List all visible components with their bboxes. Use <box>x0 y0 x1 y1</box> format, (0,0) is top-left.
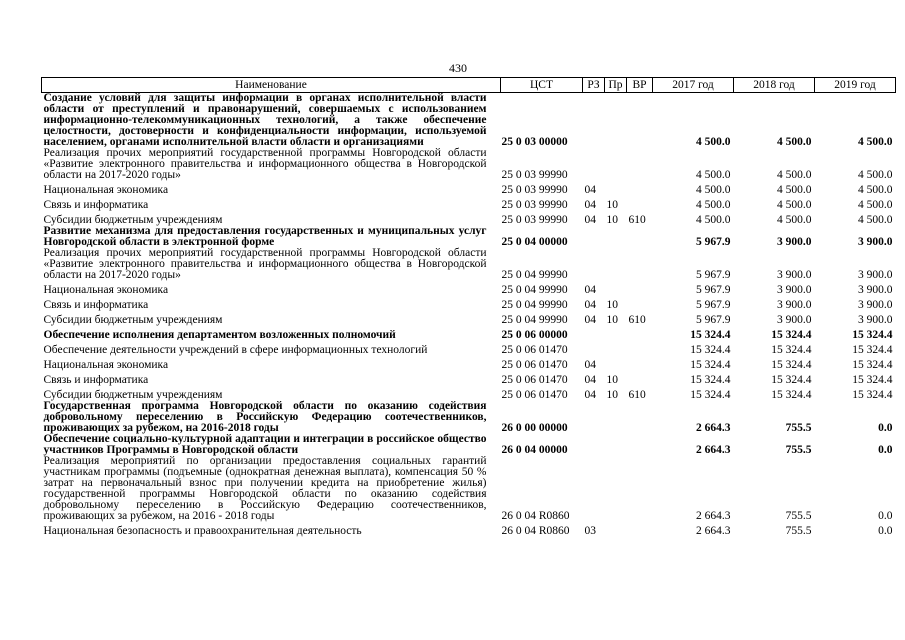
row-name: Национальная безопасность и правоохранительная деятельность <box>43 525 362 537</box>
row-2019: 15 324.4 <box>852 359 893 371</box>
table-row <box>42 248 896 281</box>
row-2019: 3 900.0 <box>858 269 893 281</box>
row-2018: 15 324.4 <box>771 359 812 371</box>
row-name: Связь и информатика <box>43 374 149 386</box>
row-2019: 4 500.0 <box>858 136 893 148</box>
row-2017: 15 324.4 <box>690 344 731 356</box>
row-2018: 755.5 <box>785 525 812 537</box>
row-name: Обеспечение деятельности учреждений в сфере информационных технологий <box>43 344 428 356</box>
row-2017: 5 967.9 <box>696 236 731 248</box>
table-row <box>42 371 896 386</box>
row-pr <box>605 226 627 248</box>
row-2017: 5 967.9 <box>696 314 731 326</box>
budget-table <box>41 77 896 537</box>
row-vr <box>627 296 653 311</box>
row-cst: 25 0 06 01470 <box>501 389 568 401</box>
row-name: Субсидии бюджетным учреждениям <box>43 314 223 326</box>
row-vr <box>627 401 653 434</box>
row-rz <box>583 401 605 434</box>
row-vr: 610 <box>628 389 646 401</box>
row-rz <box>583 248 605 281</box>
row-name: Реализация прочих мероприятий государственной программы Новгородской области «Развитие электронного правительства и информационного общества в Новгородской области на 2017-2020 годы» <box>43 247 487 281</box>
row-rz <box>583 341 605 356</box>
header-name: Наименование <box>42 78 501 93</box>
row-2018: 15 324.4 <box>771 344 812 356</box>
row-cst: 25 0 03 00000 <box>501 136 568 148</box>
row-2018: 4 500.0 <box>777 136 812 148</box>
table-row <box>42 181 896 196</box>
row-2018: 755.5 <box>785 444 812 456</box>
row-rz: 04 <box>584 314 596 326</box>
header-2017: 2017 год <box>653 78 734 93</box>
row-2019: 4 500.0 <box>858 169 893 181</box>
table-row <box>42 296 896 311</box>
row-rz: 04 <box>584 299 596 311</box>
row-rz <box>583 226 605 248</box>
table-row <box>42 196 896 211</box>
page-number: 430 <box>449 61 467 75</box>
row-pr <box>605 456 627 522</box>
row-2018: 3 900.0 <box>777 299 812 311</box>
row-vr <box>627 371 653 386</box>
row-2019: 3 900.0 <box>858 314 893 326</box>
row-2018: 4 500.0 <box>777 214 812 226</box>
row-name: Субсидии бюджетным учреждениям <box>43 214 223 226</box>
row-2019: 4 500.0 <box>858 184 893 196</box>
row-rz: 04 <box>584 214 596 226</box>
header-vr: ВР <box>627 78 653 93</box>
row-2019: 15 324.4 <box>852 389 893 401</box>
row-pr: 10 <box>606 314 618 326</box>
table-row <box>42 211 896 226</box>
table-row <box>42 386 896 401</box>
row-pr: 10 <box>606 214 618 226</box>
header-cst: ЦСТ <box>501 78 583 93</box>
row-2018: 4 500.0 <box>777 199 812 211</box>
row-2019: 3 900.0 <box>858 284 893 296</box>
row-name: Создание условий для защиты информации в органах исполнительной власти области от преступлений и правонарушений, совершаемых с использованием информационно-телекоммуникационных технологий, а также обеспечение целостности, достоверности и конфиденциальности информации, используемой населением, органами исполнительной власти области и организациями <box>43 92 487 148</box>
row-cst: 25 0 06 01470 <box>501 374 568 386</box>
row-2017: 15 324.4 <box>690 389 731 401</box>
row-vr <box>627 181 653 196</box>
row-cst: 25 0 03 99990 <box>501 169 568 181</box>
row-rz: 04 <box>584 359 596 371</box>
row-2018: 4 500.0 <box>777 169 812 181</box>
row-name: Связь и информатика <box>43 299 149 311</box>
row-vr <box>627 248 653 281</box>
row-2019: 0.0 <box>878 510 893 522</box>
row-pr <box>605 93 627 149</box>
row-vr <box>627 196 653 211</box>
row-cst: 25 0 06 01470 <box>501 344 568 356</box>
row-rz: 04 <box>584 184 596 196</box>
row-cst: 25 0 03 99990 <box>501 184 568 196</box>
row-cst: 25 0 04 99990 <box>501 314 568 326</box>
row-2018: 15 324.4 <box>771 374 812 386</box>
row-2019: 0.0 <box>878 422 893 434</box>
row-name: Субсидии бюджетным учреждениям <box>43 389 223 401</box>
table-row <box>42 148 896 181</box>
row-pr: 10 <box>606 299 618 311</box>
table-row <box>42 356 896 371</box>
table-row <box>42 226 896 248</box>
row-2018: 755.5 <box>785 510 812 522</box>
header-2018: 2018 год <box>734 78 815 93</box>
row-vr: 610 <box>628 314 646 326</box>
row-2018: 755.5 <box>785 422 812 434</box>
row-2018: 3 900.0 <box>777 314 812 326</box>
row-2017: 2 664.3 <box>696 422 731 434</box>
row-pr <box>605 401 627 434</box>
table-row <box>42 522 896 537</box>
row-vr <box>627 226 653 248</box>
row-cst: 25 0 03 99990 <box>501 199 568 211</box>
row-2017: 5 967.9 <box>696 284 731 296</box>
row-rz <box>583 93 605 149</box>
row-2019: 3 900.0 <box>858 236 893 248</box>
row-name: Реализация прочих мероприятий государственной программы Новгородской области «Развитие электронного правительства и информационного общества в Новгородской области на 2017-2020 годы» <box>43 147 487 181</box>
header-rz: РЗ <box>583 78 605 93</box>
row-cst: 26 0 00 00000 <box>501 422 568 434</box>
row-name: Развитие механизма для предоставления государственных и муниципальных услуг Новгородской области в электронной форме <box>43 225 487 248</box>
row-name: Национальная экономика <box>43 284 169 296</box>
row-2018: 3 900.0 <box>777 236 812 248</box>
row-2017: 2 664.3 <box>696 444 731 456</box>
row-2017: 5 967.9 <box>696 299 731 311</box>
row-vr <box>627 341 653 356</box>
table-row <box>42 326 896 341</box>
row-name: Обеспечение социально-культурной адаптации и интеграции в российское общество участников Программы в Новгородской области <box>43 433 487 456</box>
row-cst: 26 0 04 R0860 <box>501 510 570 522</box>
row-name: Национальная экономика <box>43 184 169 196</box>
row-pr <box>605 434 627 456</box>
row-pr <box>605 341 627 356</box>
row-cst: 25 0 06 01470 <box>501 359 568 371</box>
row-2018: 15 324.4 <box>771 329 812 341</box>
row-rz: 04 <box>584 374 596 386</box>
row-vr <box>627 326 653 341</box>
row-2019: 15 324.4 <box>852 329 893 341</box>
table-row <box>42 341 896 356</box>
row-vr <box>627 93 653 149</box>
row-2019: 15 324.4 <box>852 344 893 356</box>
row-name: Связь и информатика <box>43 199 149 211</box>
row-pr: 10 <box>606 374 618 386</box>
row-rz <box>583 326 605 341</box>
row-pr <box>605 522 627 537</box>
row-2018: 4 500.0 <box>777 184 812 196</box>
row-rz <box>583 434 605 456</box>
row-vr <box>627 456 653 522</box>
row-2019: 3 900.0 <box>858 299 893 311</box>
row-name: Обеспечение исполнения департаментом возложенных полномочий <box>43 329 396 341</box>
table-row <box>42 456 896 522</box>
row-2019: 0.0 <box>878 444 893 456</box>
row-2017: 4 500.0 <box>696 199 731 211</box>
header-pr: Пр <box>605 78 627 93</box>
row-cst: 25 0 06 00000 <box>501 329 568 341</box>
row-2019: 4 500.0 <box>858 199 893 211</box>
row-2017: 4 500.0 <box>696 136 731 148</box>
row-cst: 25 0 03 99990 <box>501 214 568 226</box>
table-header <box>42 78 896 93</box>
row-2017: 4 500.0 <box>696 184 731 196</box>
row-2017: 15 324.4 <box>690 374 731 386</box>
table-row <box>42 311 896 326</box>
row-pr <box>605 148 627 181</box>
row-cst: 25 0 04 00000 <box>501 236 568 248</box>
row-rz: 04 <box>584 284 596 296</box>
table-row <box>42 281 896 296</box>
row-2017: 5 967.9 <box>696 269 731 281</box>
row-vr <box>627 281 653 296</box>
row-2017: 15 324.4 <box>690 329 731 341</box>
row-2017: 4 500.0 <box>696 214 731 226</box>
row-cst: 25 0 04 99990 <box>501 269 568 281</box>
row-pr <box>605 181 627 196</box>
row-rz: 03 <box>584 525 596 537</box>
row-pr <box>605 326 627 341</box>
row-pr: 10 <box>606 389 618 401</box>
row-rz <box>583 148 605 181</box>
row-vr: 610 <box>628 214 646 226</box>
row-pr <box>605 281 627 296</box>
header-2019: 2019 год <box>815 78 896 93</box>
row-2017: 2 664.3 <box>696 510 731 522</box>
row-cst: 26 0 04 00000 <box>501 444 568 456</box>
row-2018: 3 900.0 <box>777 269 812 281</box>
row-cst: 25 0 04 99990 <box>501 284 568 296</box>
table-row <box>42 434 896 456</box>
row-name: Государственная программа Новгородской области по оказанию содействия добровольному переселению в Российскую Федерацию соотечественников, проживающих за рубежом, на 2016-2018 годы <box>43 400 487 434</box>
row-2019: 0.0 <box>878 525 893 537</box>
row-vr <box>627 148 653 181</box>
row-pr: 10 <box>606 199 618 211</box>
row-2018: 3 900.0 <box>777 284 812 296</box>
row-pr <box>605 356 627 371</box>
row-2017: 15 324.4 <box>690 359 731 371</box>
row-rz: 04 <box>584 199 596 211</box>
row-cst: 26 0 04 R0860 <box>501 525 570 537</box>
row-cst: 25 0 04 99990 <box>501 299 568 311</box>
row-2017: 4 500.0 <box>696 169 731 181</box>
row-vr <box>627 434 653 456</box>
row-2017: 2 664.3 <box>696 525 731 537</box>
row-2019: 15 324.4 <box>852 374 893 386</box>
row-name: Национальная экономика <box>43 359 169 371</box>
row-name: Реализация мероприятий по организации предоставления социальных гарантий участникам программы (подъемные (однократная денежная выплата), компенсация 50 % затрат на первоначальный взнос при получении кредита на приобретение жилья) государственной программы Новгородской области по оказанию содействия добровольному переселению в Российскую Федерацию соотечественников, проживающих за рубежом, на 2016 - 2018 годы <box>43 455 487 522</box>
row-2018: 15 324.4 <box>771 389 812 401</box>
table-body <box>42 93 896 538</box>
table-row <box>42 93 896 149</box>
row-rz <box>583 456 605 522</box>
row-vr <box>627 356 653 371</box>
row-2019: 4 500.0 <box>858 214 893 226</box>
table-row <box>42 401 896 434</box>
row-pr <box>605 248 627 281</box>
row-rz: 04 <box>584 389 596 401</box>
row-vr <box>627 522 653 537</box>
